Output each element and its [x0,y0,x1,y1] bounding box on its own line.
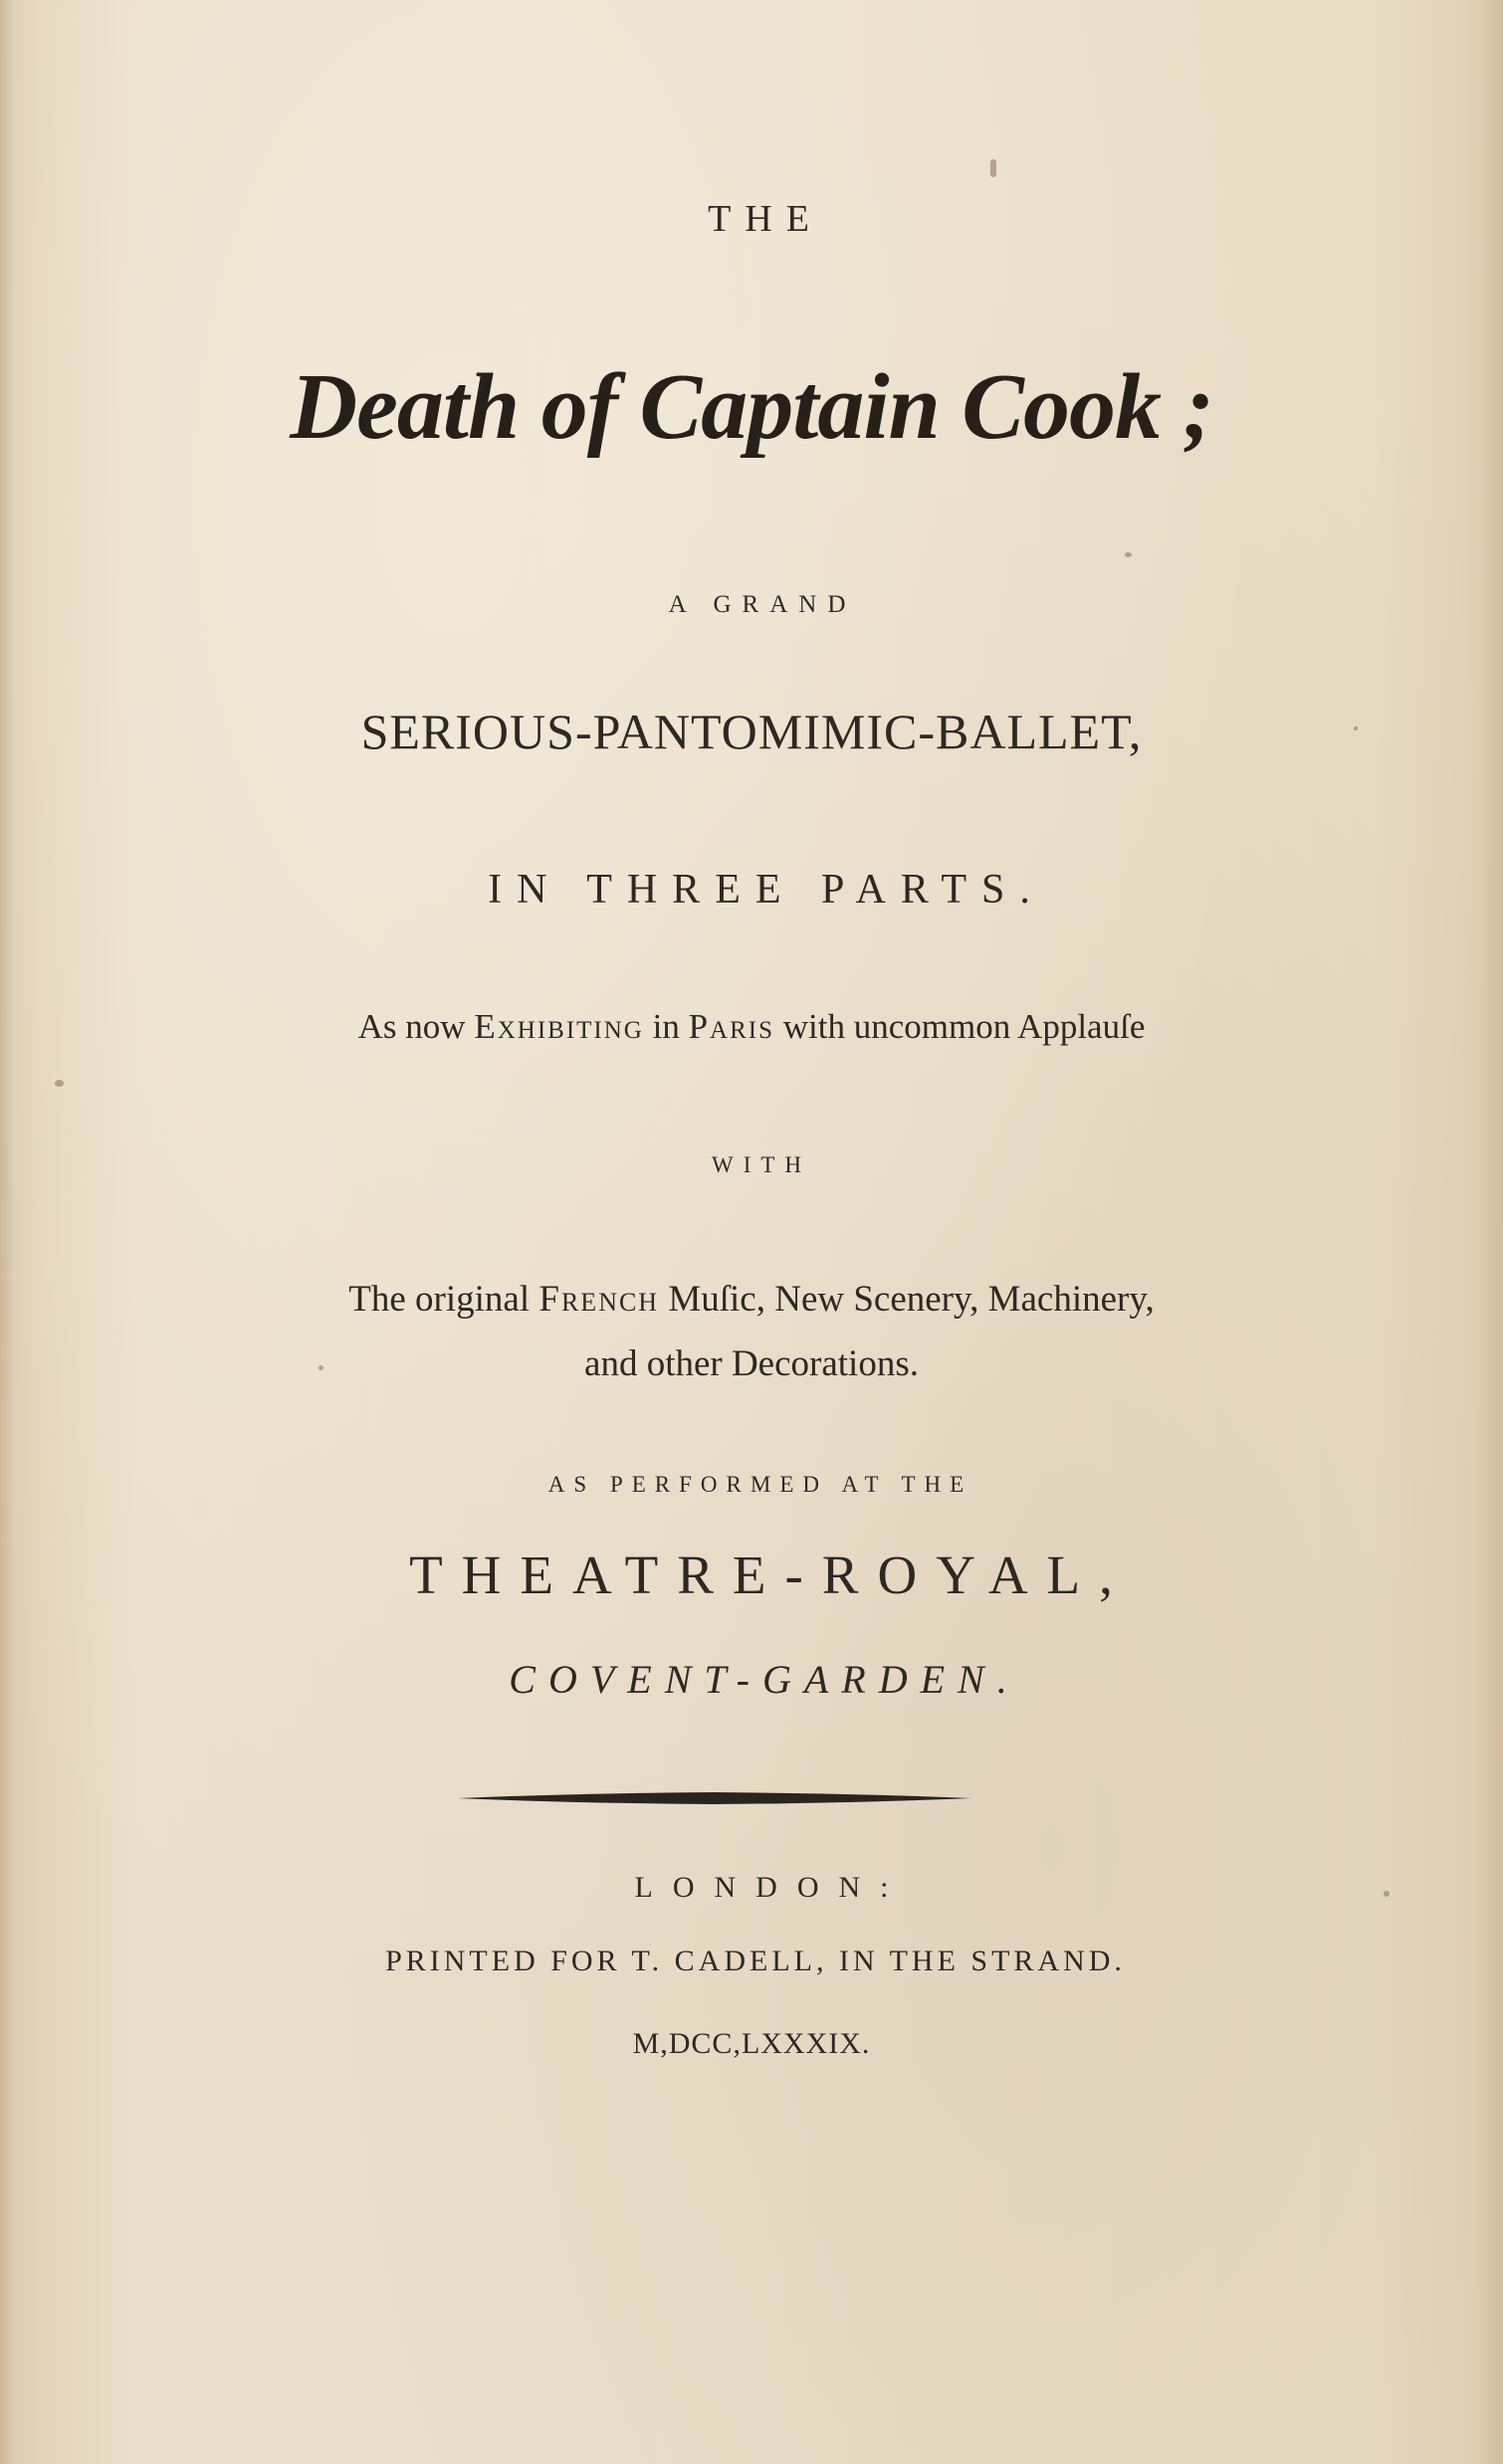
imprint-year: M,DCC,LXXXIX. [632,2027,871,2060]
applause-text: with uncommon Applauſe [782,1007,1146,1046]
imprint-printer: PRINTED FOR T. CADELL, IN THE STRAND. [385,1945,1126,1977]
theatre-location: COVENT-GARDEN. [509,1657,1020,1702]
paper-speck [55,1080,64,1087]
paper-speck [1384,1891,1390,1897]
music-rest-text: Muſic, New Scenery, Machinery, [668,1279,1155,1320]
with-line: WITH [711,1152,812,1177]
subtitle-a-grand: A GRAND [668,591,857,618]
imprint-city: LONDON: [634,1871,909,1904]
ornamental-rule [458,1791,970,1805]
title-article: THE [708,198,823,240]
genre-heading: SERIOUS-PANTOMIMIC-BALLET, [360,704,1143,759]
paper-speck [1125,552,1132,557]
french-word: French [538,1279,660,1320]
parts-line: IN THREE PARTS. [488,867,1045,913]
the-original-text: The original [348,1279,531,1320]
paris-word: Paris [688,1007,775,1046]
as-now-text: As now [357,1007,466,1046]
music-line [0,1278,1503,1321]
paper-speck [990,159,996,177]
paper-speck [1354,726,1358,730]
performed-line: AS PERFORMED AT THE [547,1472,973,1497]
theatre-name: THEATRE-ROYAL, [409,1544,1132,1605]
main-title: Death of Captain Cook ; [290,355,1213,459]
decorations-line: and other Decorations. [584,1343,919,1384]
in-word: in [652,1007,680,1046]
exhibiting-word: Exhibiting [474,1007,644,1046]
exhibiting-line [0,1007,1503,1047]
paper-speck [319,1365,323,1370]
